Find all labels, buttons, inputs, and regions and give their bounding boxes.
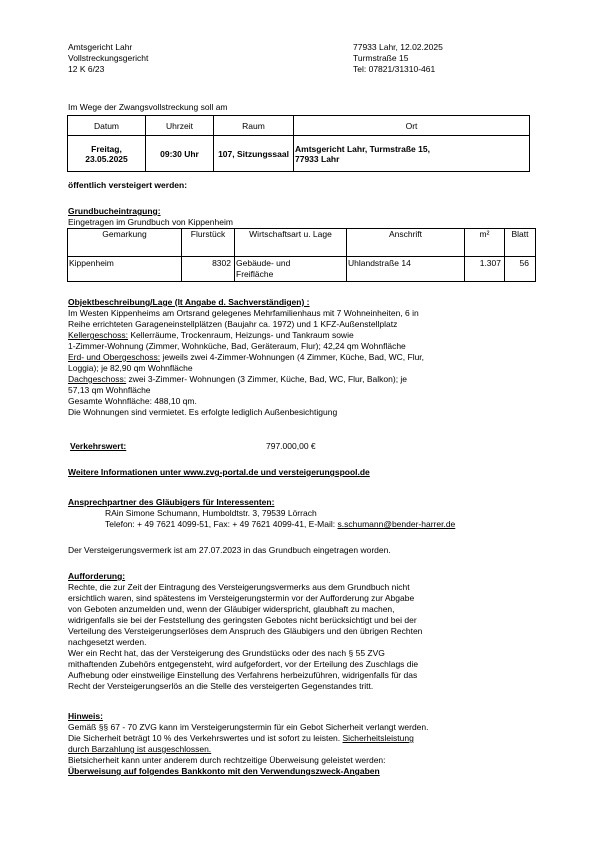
versteigert-text: öffentlich versteigert werden: bbox=[68, 180, 188, 190]
court-department: Vollstreckungsgericht bbox=[68, 53, 149, 63]
ansprech-name: RAin Simone Schumann, Humboldtstr. 3, 79539 Lörrach bbox=[105, 508, 317, 518]
aufforderung-title: Aufforderung: bbox=[68, 571, 126, 581]
col-wirtschaftsart: Wirtschaftsart u. Lage bbox=[235, 229, 347, 257]
col-gemarkung: Gemarkung bbox=[68, 229, 182, 257]
verkehrswert-label: Verkehrswert: bbox=[70, 441, 127, 451]
court-phone: Tel: 07821/31310-461 bbox=[353, 64, 436, 74]
col-qm: m² bbox=[465, 229, 505, 257]
cell-flurstueck: 8302 bbox=[182, 257, 235, 282]
grundbuch-subtitle: Eingetragen im Grundbuch von Kippenheim bbox=[68, 217, 233, 227]
termin-datum: Freitag, 23.05.2025 bbox=[68, 136, 146, 172]
grundbuch-table bbox=[67, 228, 536, 282]
objekt-line: 1-Zimmer-Wohnung (Zimmer, Wohnküche, Bad, Geräteraum, Flur); 42,24 qm Wohnfläche bbox=[68, 341, 406, 351]
objekt-line: Kellergeschoss: Kellerräume, Trockenraum, Heizungs- und Tankraum sowie bbox=[68, 330, 354, 340]
cell-anschrift: Uhlandstraße 14 bbox=[347, 257, 465, 282]
place-date: 77933 Lahr, 12.02.2025 bbox=[353, 42, 443, 52]
aufforderung-line: Rechte, die zur Zeit der Eintragung des Versteigerungsvermerks aus dem Grundbuch nicht bbox=[68, 582, 410, 592]
objekt-line: Dachgeschoss: zwei 3-Zimmer- Wohnungen (3 Zimmer, Küche, Bad, WC, Flur, Balkon); je bbox=[68, 374, 408, 384]
objekt-line: Loggia); je 82,90 qm Wohnfläche bbox=[68, 363, 193, 373]
col-flurstueck: Flurstück bbox=[182, 229, 235, 257]
aufforderung-line: Wer ein Recht hat, das der Versteigerung des Grundstücks oder des nach § 55 ZVG bbox=[68, 648, 385, 658]
weitere-info: Weitere Informationen unter www.zvg-portal.de und versteigerungspool.de bbox=[68, 467, 370, 477]
aufforderung-line: von Geboten anzumelden und, wenn der Gläubiger widerspricht, glaubhaft zu machen, bbox=[68, 604, 395, 614]
hinweis-title: Hinweis: bbox=[68, 711, 103, 721]
email-link[interactable]: s.schumann@bender-harrer.de bbox=[337, 519, 456, 529]
aufforderung-line: Verteilung des Versteigerungserlöses dem Anspruch des Gläubigers und den übrigen Rechten bbox=[68, 626, 423, 636]
grundbuch-title: Grundbucheintragung: bbox=[68, 206, 161, 216]
objekt-line: Reihe errichteten Garageneinstellplätzen (Baujahr ca. 1972) und 1 KFZ-Außenstellplatz bbox=[68, 319, 398, 329]
col-uhrzeit: Uhrzeit bbox=[146, 116, 214, 136]
objekt-line: Im Westen Kippenheims am Ortsrand gelegenes Mehrfamilienhaus mit 7 Wohneinheiten, 6 in bbox=[68, 308, 419, 318]
case-number: 12 K 6/23 bbox=[68, 64, 105, 74]
court-street: Turmstraße 15 bbox=[353, 53, 409, 63]
termin-uhrzeit: 09:30 Uhr bbox=[146, 136, 214, 172]
aufforderung-line: ersichtlich waren, sind spätestens im Versteigerungstermin vor der Aufforderung zur Abgabe bbox=[68, 593, 415, 603]
col-ort: Ort bbox=[294, 116, 530, 136]
objekt-line: Gesamte Wohnfläche: 488,10 qm. bbox=[68, 396, 197, 406]
aufforderung-line: widrigenfalls sie bei der Feststellung des geringsten Gebotes nicht berücksichtigt und bei der bbox=[68, 615, 417, 625]
objekt-line: Erd- und Obergeschoss: jeweils zwei 4-Zimmer-Wohnungen (4 Zimmer, Küche, Bad, WC, Flur, bbox=[68, 352, 425, 362]
objekt-title: Objektbeschreibung/Lage (lt Angabe d. Sachverständigen) : bbox=[68, 297, 310, 307]
intro-text: Im Wege der Zwangsvollstreckung soll am bbox=[68, 102, 228, 112]
cell-gemarkung: Kippenheim bbox=[68, 257, 182, 282]
col-blatt: Blatt bbox=[505, 229, 536, 257]
cell-qm: 1.307 bbox=[465, 257, 505, 282]
hinweis-line: Die Sicherheit beträgt 10 % des Verkehrswertes und ist sofort zu leisten. Sicherheitsleistung bbox=[68, 733, 414, 743]
aufforderung-line: Recht der Versteigerungserlös an die Stelle des versteigerten Gegenstandes tritt. bbox=[68, 681, 374, 691]
termin-ort: Amtsgericht Lahr, Turmstraße 15, 77933 Lahr bbox=[294, 136, 530, 172]
aufforderung-line: Aufhebung oder einstweilige Einstellung des Verfahrens herbeizuführen, widrigenfalls für das bbox=[68, 670, 418, 680]
verkehrswert-value: 797.000,00 € bbox=[266, 441, 316, 451]
col-raum: Raum bbox=[214, 116, 294, 136]
col-datum: Datum bbox=[68, 116, 146, 136]
aufforderung-line: nachgesetzt werden. bbox=[68, 637, 147, 647]
objekt-line: Die Wohnungen sind vermietet. Es erfolgte lediglich Außenbesichtigung bbox=[68, 407, 338, 417]
cell-blatt: 56 bbox=[505, 257, 536, 282]
termin-table bbox=[67, 115, 530, 172]
court-name: Amtsgericht Lahr bbox=[68, 42, 133, 52]
ansprech-contact: Telefon: + 49 7621 4099-51, Fax: + 49 7621 4099-41, E-Mail: s.schumann@bender-harrer.de bbox=[105, 519, 456, 529]
hinweis-line: Überweisung auf folgendes Bankkonto mit den Verwendungszweck-Angaben bbox=[68, 766, 380, 776]
termin-raum: 107, Sitzungssaal bbox=[214, 136, 294, 172]
cell-wirtschaftsart: Gebäude- und Freifläche bbox=[235, 257, 347, 282]
ansprech-title: Ansprechpartner des Gläubigers für Interessenten: bbox=[68, 497, 275, 507]
hinweis-line: Bietsicherheit kann unter anderem durch rechtzeitige Überweisung geleistet werden: bbox=[68, 755, 386, 765]
col-anschrift: Anschrift bbox=[347, 229, 465, 257]
hinweis-line: durch Barzahlung ist ausgeschlossen. bbox=[68, 744, 212, 754]
objekt-line: 57,13 qm Wohnfläche bbox=[68, 385, 151, 395]
hinweis-line: Gemäß §§ 67 - 70 ZVG kann im Versteigerungstermin für ein Gebot Sicherheit verlangt werden. bbox=[68, 722, 429, 732]
vermerk-text: Der Versteigerungsvermerk ist am 27.07.2023 in das Grundbuch eingetragen worden. bbox=[68, 545, 391, 555]
aufforderung-line: mithaftenden Zubehörs entgegensteht, wird aufgefordert, vor der Erteilung des Zuschlags die bbox=[68, 659, 419, 669]
